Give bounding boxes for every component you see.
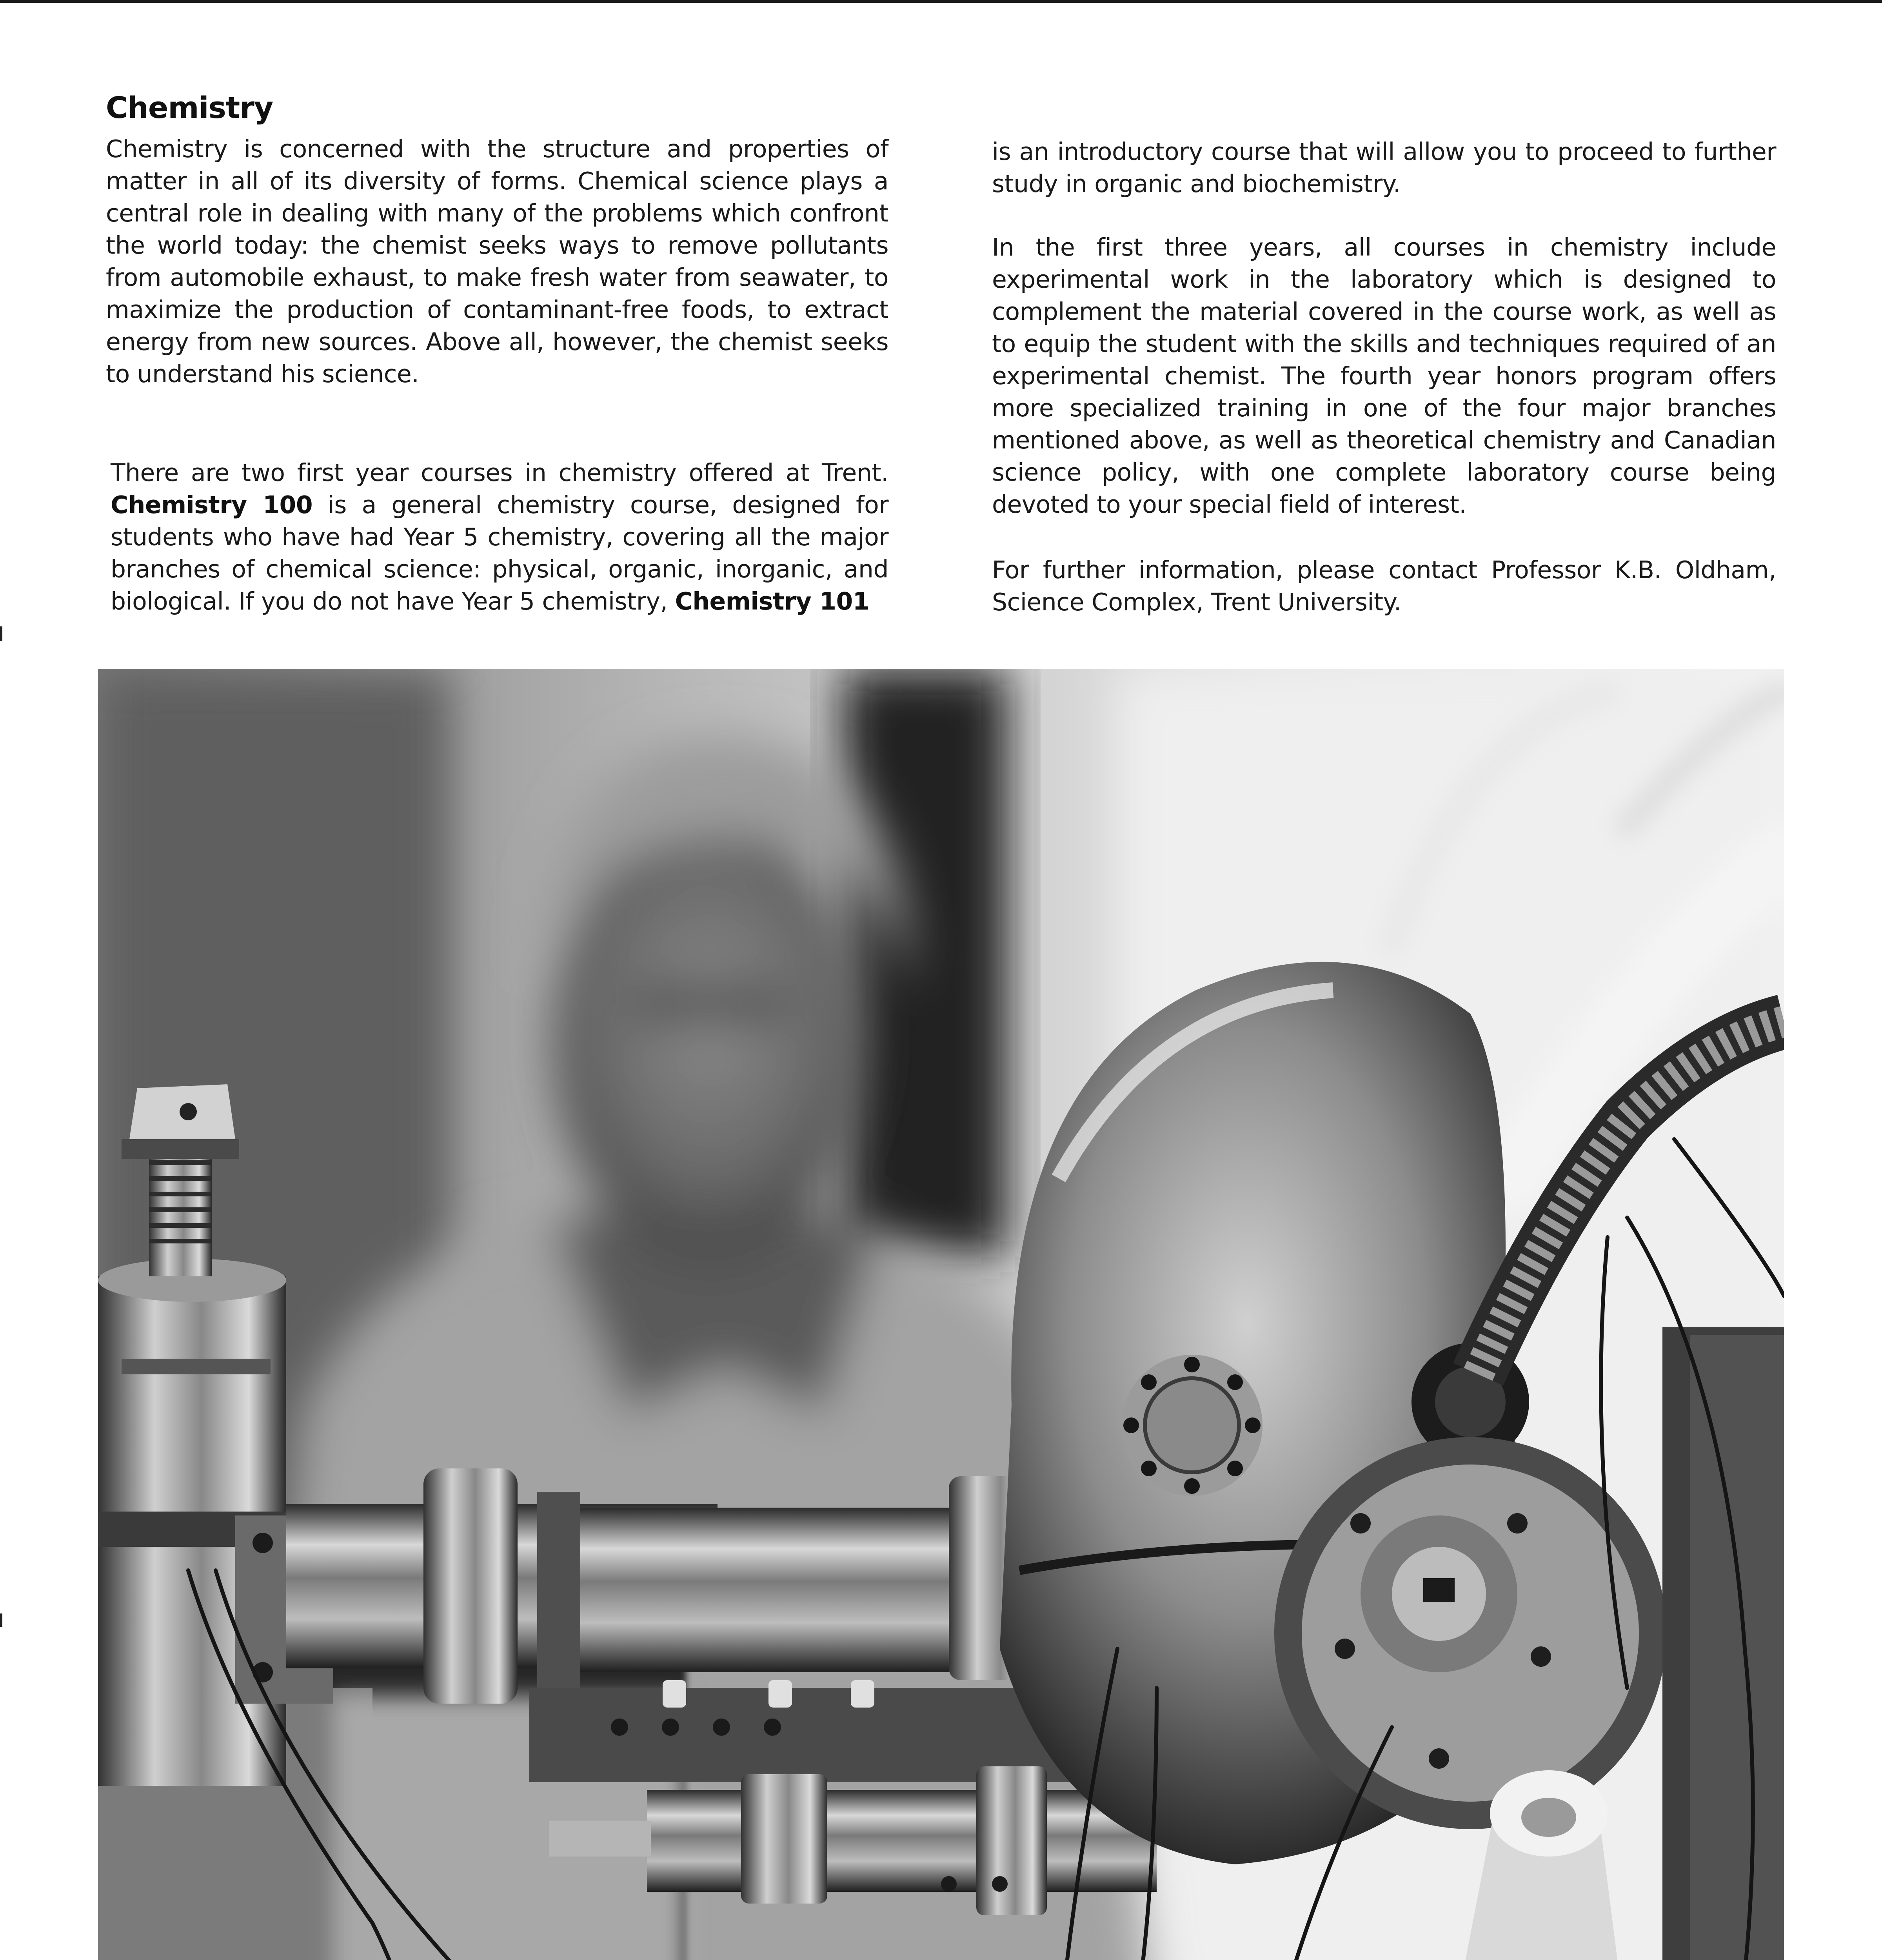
paragraph-text: is an introductory course that will allow you to proceed to further study in organic and biochemistry. — [992, 138, 1776, 198]
laboratory-photo — [98, 669, 1784, 1960]
course-name-chemistry-101: Chemistry 101 — [675, 587, 870, 615]
first-year-courses-paragraph — [111, 457, 888, 617]
page-heading: Chemistry — [106, 90, 273, 125]
binding-mark — [0, 626, 2, 641]
laboratory-paragraph — [992, 231, 1776, 521]
contact-paragraph — [992, 554, 1776, 618]
paragraph-text: Chemistry is concerned with the structure and properties of matter in all of its diversity of forms. Chemical science plays a central role in dealing with many of the problems which confront the world today: the chemist seeks ways to remove pollutants from automobile exhaust, to make fresh water from seawater, to maximize the production of contaminant-free foods, to extract energy from new sources. Above all, however, the chemist seeks to understand his science. — [106, 135, 888, 388]
continuation-paragraph — [992, 136, 1776, 200]
page-top-rule — [0, 0, 1882, 3]
course-name-chemistry-100: Chemistry 100 — [111, 491, 313, 519]
intro-paragraph — [106, 133, 888, 390]
binding-mark — [0, 1613, 2, 1627]
paragraph-text: is a general chemistry course, designed for students who have had Year 5 chemistry, covering all the major branches of chemical science: physical, organic, inorganic, and biological. If you do not have Year 5 chemistry, — [111, 491, 889, 615]
paragraph-text: There are two first year courses in chemistry offered at Trent. — [111, 459, 888, 487]
paragraph-text: For further information, please contact Professor K.B. Oldham, Science Complex, Trent University. — [992, 556, 1776, 616]
paragraph-text: In the first three years, all courses in chemistry include experimental work in the laboratory which is designed to complement the material covered in the course work, as well as to equip the student with the skills and techniques required of an experimental chemist. The fourth year honors program offers more specialized training in one of the four major branches mentioned above, as well as theoretical chemistry and Canadian science policy, with one complete laboratory course being devoted to your special field of interest. — [992, 233, 1776, 519]
